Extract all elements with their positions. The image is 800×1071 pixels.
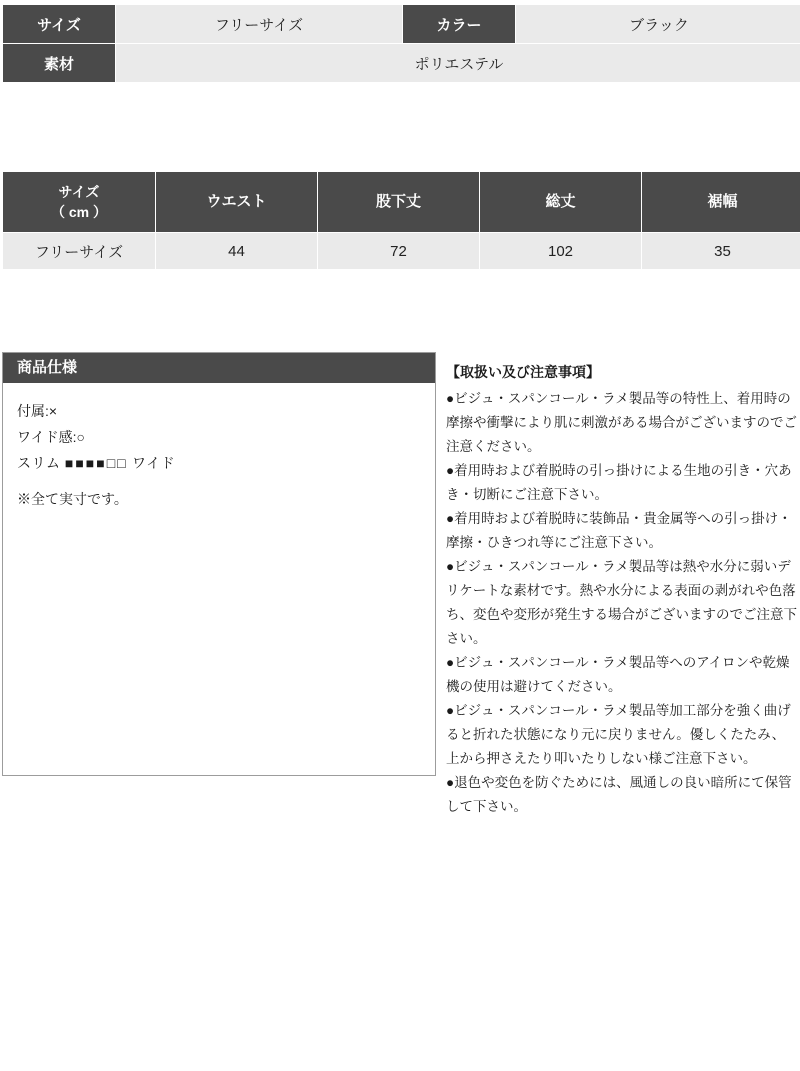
spec-value-color: ブラック: [516, 5, 800, 44]
table-row: [3, 233, 800, 270]
size-header-inseam: 股下丈: [318, 172, 480, 233]
product-spec-body: [3, 383, 435, 513]
size-header-waist: ウエスト: [156, 172, 318, 233]
table-row: [3, 44, 800, 83]
care-item: ●ビジュ・スパンコール・ラメ製品等の特性上、着用時の摩擦や衝撃により肌に刺激がある場合がございますのでご注意ください。: [446, 387, 798, 459]
size-cell-hem-width: 35: [642, 233, 800, 270]
size-cell-name: フリーサイズ: [3, 233, 156, 270]
spec-label-material: 素材: [3, 44, 116, 83]
size-header-total-length: 総丈: [480, 172, 642, 233]
spec-label-size: サイズ: [3, 5, 116, 44]
size-cell-total-length: 102: [480, 233, 642, 270]
care-item: ●退色や変色を防ぐためには、風通しの良い暗所にて保管して下さい。: [446, 771, 798, 819]
spacer: [17, 477, 421, 487]
product-spec-panel: [2, 352, 436, 776]
spec-value-size: フリーサイズ: [116, 5, 403, 44]
size-header-unit: [3, 172, 156, 233]
slim-label: スリム: [17, 455, 61, 471]
size-header-unit-line2: （ cm ）: [3, 202, 155, 222]
care-instructions-title: 【取扱い及び注意事項】: [446, 360, 798, 385]
product-spec-table: [2, 4, 800, 83]
size-header-hem-width: 裾幅: [642, 172, 800, 233]
product-spec-slim-scale: [17, 451, 421, 477]
table-row: [3, 5, 800, 44]
table-header-row: [3, 172, 800, 233]
slim-scale-marks: ■■■■□□: [65, 455, 128, 471]
size-header-unit-line1: サイズ: [3, 182, 155, 202]
care-item: ●ビジュ・スパンコール・ラメ製品等加工部分を強く曲げると折れた状態になり元に戻りません。優しくたたみ、上から押さえたり叩いたりしない様ご注意下さい。: [446, 699, 798, 771]
spec-label-color: カラー: [403, 5, 516, 44]
product-spec-line-accessory: 付属:×: [17, 399, 421, 425]
wide-label: ワイド: [132, 455, 175, 471]
product-spec-line-wideness: ワイド感:○: [17, 425, 421, 451]
care-item: ●着用時および着脱時に装飾品・貴金属等への引っ掛け・摩擦・ひきつれ等にご注意下さい。: [446, 507, 798, 555]
care-instructions-panel: [446, 360, 798, 819]
spec-value-material: ポリエステル: [116, 44, 800, 83]
care-item: ●ビジュ・スパンコール・ラメ製品等は熱や水分に弱いデリケートな素材です。熱や水分による表面の剥がれや色落ち、変色や変形が発生する場合がございますのでご注意下さい。: [446, 555, 798, 651]
care-item: ●着用時および着脱時の引っ掛けによる生地の引き・穴あき・切断にご注意下さい。: [446, 459, 798, 507]
product-spec-note: ※全て実寸です。: [17, 487, 421, 513]
size-cell-waist: 44: [156, 233, 318, 270]
care-item: ●ビジュ・スパンコール・ラメ製品等へのアイロンや乾燥機の使用は避けてください。: [446, 651, 798, 699]
size-cell-inseam: 72: [318, 233, 480, 270]
product-spec-title: 商品仕様: [3, 353, 435, 383]
size-measurement-table: [2, 171, 800, 270]
